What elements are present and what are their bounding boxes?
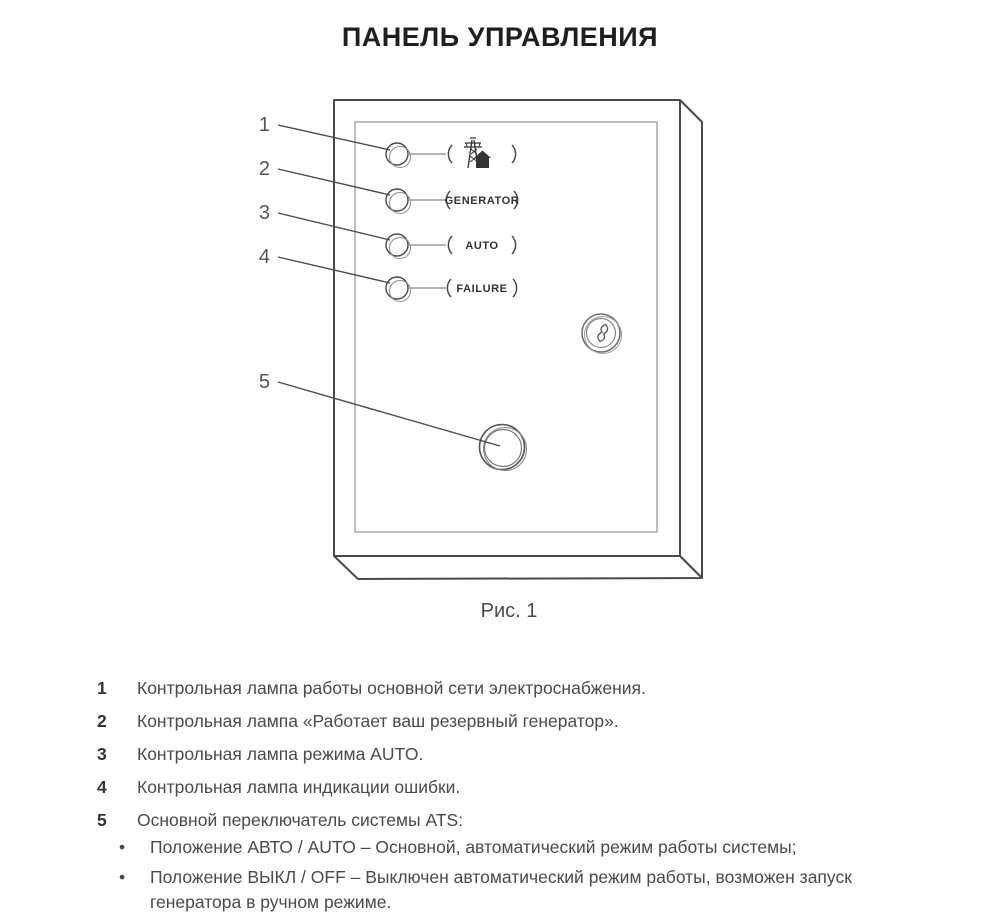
legend-item-5 [97, 810, 909, 832]
legend-item-number: 4 [97, 776, 107, 797]
cabinet-outline [334, 100, 702, 579]
legend-bullet-text: Положение АВТО / AUTO – Основной, автоматический режим работы системы; [150, 837, 797, 858]
legend-bullet-text: Положение ВЫКЛ / OFF – Выключен автоматический режим работы, возможен запуск генератора в ручном режиме. [150, 866, 852, 913]
legend-bullet-2 [119, 865, 909, 916]
lamp-label-generator: GENERATOR [444, 195, 520, 207]
legend-item-3 [97, 744, 909, 766]
callout-number-1: 1 [258, 114, 270, 136]
legend-item-text: Контрольная лампа индикации ошибки. [137, 776, 461, 797]
lamp-label-failure: FAILURE [456, 283, 508, 295]
legend-item-number: 5 [97, 809, 107, 830]
legend-item-text: Контрольная лампа режима AUTO. [137, 743, 424, 764]
callout-number-2: 2 [258, 158, 270, 180]
legend-item-1 [97, 678, 909, 700]
legend-item-4 [97, 777, 909, 799]
bullet-icon: • [119, 866, 126, 887]
callout-number-3: 3 [258, 202, 270, 224]
legend-bullet-1 [119, 835, 909, 860]
legend-item-number: 2 [97, 710, 107, 731]
lamp-label-auto: AUTO [465, 240, 499, 252]
legend-item-number: 1 [97, 678, 107, 698]
legend [97, 678, 909, 920]
callout-number-5: 5 [258, 371, 270, 393]
page-title: ПАНЕЛЬ УПРАВЛЕНИЯ [341, 22, 659, 52]
bullet-icon: • [119, 837, 126, 858]
legend-item-2 [97, 711, 909, 733]
legend-item-text: Контрольная лампа работы основной сети электроснабжения. [137, 678, 646, 698]
control-panel-figure [0, 85, 1000, 600]
figure-caption: Рис. 1 [480, 600, 538, 622]
callout-number-4: 4 [258, 246, 270, 268]
legend-item-text: Контрольная лампа «Работает ваш резервный генератор». [137, 710, 619, 731]
legend-item-number: 3 [97, 743, 107, 764]
legend-item-text: Основной переключатель системы ATS: [137, 809, 464, 830]
